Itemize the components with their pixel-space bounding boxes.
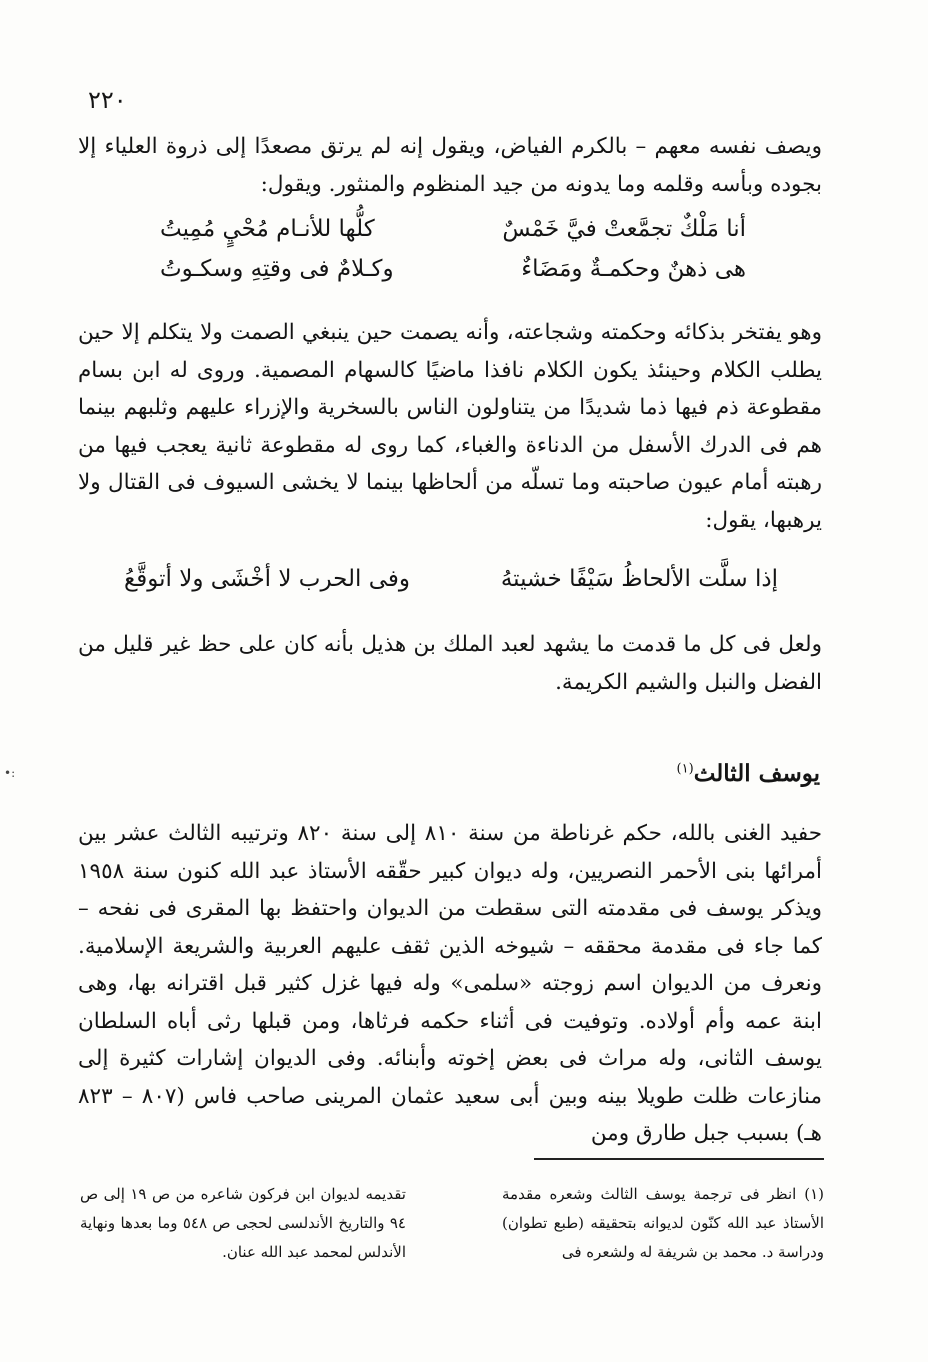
footnote-reference: (١) <box>676 761 694 777</box>
verse-1-first-hemistich: أنا مَلْكٌ تجمَّعتْ فيَّ خَمْسٌ <box>502 216 746 242</box>
verse-3-second-hemistich: وفى الحرب لا أخْشَى ولا أتوقَّعُ <box>124 566 410 592</box>
section-heading <box>677 760 820 787</box>
verse-2-second-hemistich: وكـلامٌ فى وقتِهِ وسكـوتُ <box>160 256 394 282</box>
footnote-right-column: (١) انظر فى ترجمة يوسف الثالث وشعره مقدمة الأستاذ عبد الله كنّون لديوانه بتحقيقه (طبع تطوان) ودراسة د. محمد بن شريفة له ولشعره فى <box>502 1185 824 1261</box>
paragraph-yusuf-biography: حفيد الغنى بالله، حكم غرناطة من سنة ٨١٠ إلى سنة ٨٢٠ وترتيبه الثالث عشر بين أمرائها بنى الأحمر النصريين، وله ديوان كبير حقّقه الأستاذ عبد الله كنون سنة ١٩٥٨ ويذكر يوسف فى مقدمته التى سقطت من الديوان واحتفظ بها المقرى فى نفحه – كما جاء فى مقدمة محققه – شيوخه الذين ثقف عليهم العربية والشريعة الإسلامية. ونعرف من الديوان اسم زوجته «سلمى» وله فيها غزل كثير قبل اقترانه بها، وهى ابنة عمه وأم أولاده. وتوفيت فى أثناء حكمه فرثاها، ومن قبلها رثى أباه السلطان يوسف الثانى، وله مراث فى بعض إخوته وأبنائه. وفى الديوان إشارات كثيرة إلى منازعات ظلت طويلا بينه وبين أبى سعيد عثمان المرينى صاحب فاس (٨٠٧ – ٨٢٣ هـ) بسبب جبل طارق ومن <box>78 821 822 1146</box>
verse-2-first-hemistich: هى ذهنٌ وحكمـةٌ ومَضَاءٌ <box>521 256 746 282</box>
footnote-left-column: تقديمه لديوان ابن فركون شاعره من ص ١٩ إلى ص ٩٤ والتاريخ الأندلسى لحجى ص ٥٤٨ وما بعدها ونهاية الأندلس لمحمد عبد الله عنان. <box>80 1185 406 1261</box>
verse-1-second-hemistich: كلُّها للأنـام مُحْيٍ مُمِيتُ <box>160 216 375 242</box>
paragraph-boasting: وهو يفتخر بذكائه وحكمته وشجاعته، وأنه يصمت حين ينبغي الصمت ولا يتكلم إلا حين يطلب الكلام وحينئذ يكون الكلام نافذا ماضيًا كالسهام المصمية. وروى له ابن بسام مقطوعة ذم فيها ذما شديدًا من يتناولون الناس بالسخرية والإزراء عليهم وثلبهم بينما هم فى الدرك الأسفل من الدناءة والغباء، كما روى له مقطوعة ثانية يعجب فيها من رهبته أمام عيون صاحبته وما تسلّه من ألحاظها بينما لا يخشى السيوف فى القتال ولا يرهبها، يقول: <box>78 320 822 533</box>
section-title: يوسف الثالث <box>693 760 820 787</box>
page-number: ٢٢٠ <box>88 86 127 114</box>
verse-3-first-hemistich: إذا سلَّت الألحاظُ سَيْفًا خشيتهُ <box>500 566 778 592</box>
paragraph-intro: ويصف نفسه معهم – بالكرم الفياض، ويقول إنه لم يرتق مصعدًا إلى ذروة العلياء إلا بجوده وبأسه وقلمه وما يدونه من جيد المنظوم والمنثور. ويقول: <box>78 134 822 197</box>
paragraph-conclusion: ولعل فى كل ما قدمت ما يشهد لعبد الملك بن هذيل بأنه كان على حظ غير قليل من الفضل والنبل والشيم الكريمة. <box>78 632 822 695</box>
footnote-divider <box>534 1158 824 1160</box>
margin-mark: •: <box>4 766 16 780</box>
